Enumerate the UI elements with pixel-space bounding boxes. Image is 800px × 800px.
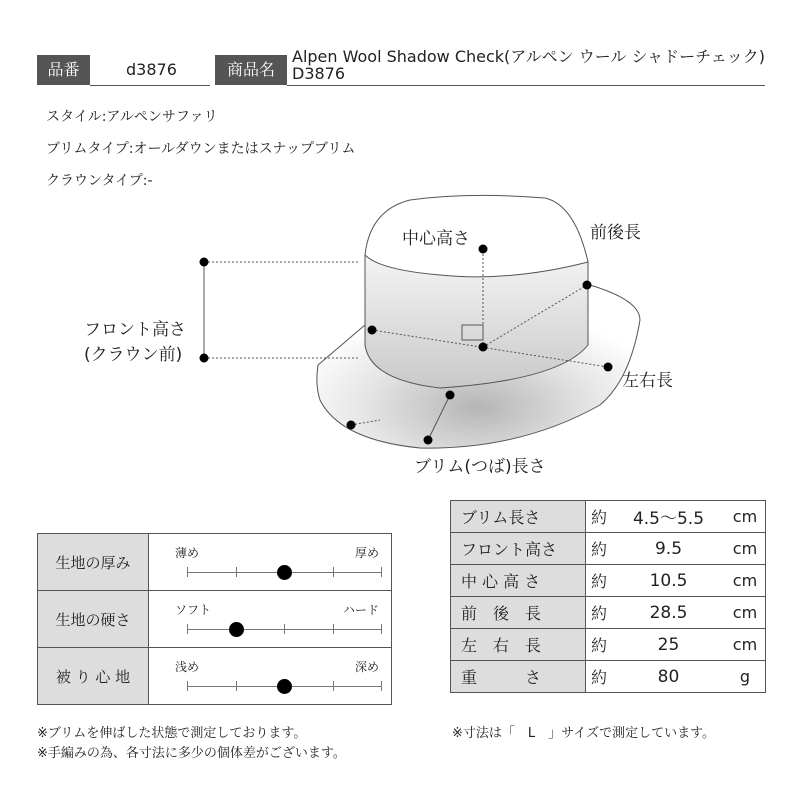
feel-row: [38, 591, 392, 648]
scale-tick: [333, 567, 334, 577]
feel-scale-cell: [149, 591, 392, 648]
scale-tick: [187, 681, 188, 691]
feel-table: [37, 533, 392, 705]
scale-tick: [333, 624, 334, 634]
scale-tick: [187, 624, 188, 634]
feel-label: 生地の厚み: [38, 534, 149, 591]
spec-label: ブリム長さ: [451, 501, 586, 533]
hat-crown-top: [365, 195, 588, 276]
spec-unit: cm: [725, 565, 766, 597]
feel-scale: [187, 629, 381, 630]
feel-level-dot: [277, 565, 292, 580]
feel-right-label: 厚め: [354, 546, 379, 560]
shohinmei-line1: Alpen Wool Shadow Check(アルペン ウール シャドーチェック): [292, 47, 765, 66]
point-brim-edge: [347, 421, 356, 430]
spec-unit: cm: [725, 597, 766, 629]
spec-label: フロント高さ: [451, 533, 586, 565]
feel-left-label: ソフト: [175, 603, 212, 617]
scale-tick: [284, 624, 285, 634]
spec-value: 28.5: [612, 597, 725, 629]
feel-scale: [187, 572, 381, 573]
spec-row: [451, 597, 766, 629]
spec-row: [451, 565, 766, 597]
spec-approx: 約: [586, 565, 613, 597]
point-brim-top: [446, 391, 455, 400]
feel-scale: [187, 686, 381, 687]
note-handmade: ※手編みの為、各寸法に多少の個体差がございます。: [37, 746, 346, 761]
front-height-label: フロント高さ: [84, 320, 186, 340]
scale-tick: [187, 567, 188, 577]
spec-table: [450, 500, 766, 693]
spec-row: [451, 533, 766, 565]
point-front: [368, 326, 377, 335]
feel-left-label: 薄め: [175, 546, 200, 560]
shohinmei-label: 商品名: [215, 55, 287, 85]
feel-scale-cell: [149, 648, 392, 705]
spec-label: 前 後 長: [451, 597, 586, 629]
point-brim-bottom: [424, 436, 433, 445]
style-attr: スタイル:アルペンサファリ: [46, 109, 218, 125]
spec-row: [451, 661, 766, 693]
brim-type-attr: ブリムタイプ:オールダウンまたはスナップブリム: [46, 141, 356, 157]
spec-approx: 約: [586, 661, 613, 693]
spec-approx: 約: [586, 533, 613, 565]
scale-tick: [381, 567, 382, 577]
point-back: [583, 281, 592, 290]
point-front-bottom: [200, 354, 209, 363]
note-brim: ※ブリムを伸ばした状態で測定しております。: [37, 726, 307, 741]
spec-unit: cm: [725, 533, 766, 565]
scale-tick: [381, 681, 382, 691]
feel-scale-cell: [149, 534, 392, 591]
point-center-top: [479, 245, 488, 254]
spec-value: 9.5: [612, 533, 725, 565]
shohinmei-line2: D3876: [292, 64, 346, 83]
scale-tick: [236, 567, 237, 577]
front-height-sub-label: (クラウン前): [84, 345, 183, 365]
note-size: ※寸法は「 L 」サイズで測定しています。: [452, 726, 716, 741]
feel-row: [38, 534, 392, 591]
spec-label: 重 さ: [451, 661, 586, 693]
feel-left-label: 浅め: [175, 660, 200, 674]
feel-level-dot: [277, 679, 292, 694]
left-right-label: 左右長: [622, 371, 673, 391]
spec-value: 25: [612, 629, 725, 661]
spec-approx: 約: [586, 629, 613, 661]
spec-value: 10.5: [612, 565, 725, 597]
spec-unit: cm: [725, 501, 766, 533]
feel-label: 被 り 心 地: [38, 648, 149, 705]
feel-level-dot: [229, 622, 244, 637]
feel-right-label: 深め: [354, 660, 379, 674]
feel-label: 生地の硬さ: [38, 591, 149, 648]
spec-row: [451, 501, 766, 533]
spec-label: 中 心 高 さ: [451, 565, 586, 597]
spec-label: 左 右 長: [451, 629, 586, 661]
scale-tick: [236, 681, 237, 691]
point-center: [479, 343, 488, 352]
feel-row: [38, 648, 392, 705]
spec-row: [451, 629, 766, 661]
brim-length-label: ブリム(つば)長さ: [414, 457, 546, 477]
crown-type-attr: クラウンタイプ:-: [46, 173, 153, 189]
feel-right-label: ハード: [342, 603, 379, 617]
spec-unit: cm: [725, 629, 766, 661]
scale-tick: [333, 681, 334, 691]
scale-tick: [381, 624, 382, 634]
center-height-label: 中心高さ: [402, 229, 470, 249]
point-front-top: [200, 258, 209, 267]
spec-approx: 約: [586, 597, 613, 629]
spec-unit: g: [725, 661, 766, 693]
spec-value: 80: [612, 661, 725, 693]
hinban-value: d3876: [126, 60, 177, 79]
hinban-label: 品番: [37, 55, 90, 85]
point-right: [604, 363, 613, 372]
spec-approx: 約: [586, 501, 613, 533]
spec-value: 4.5～5.5: [612, 501, 725, 533]
front-back-label: 前後長: [590, 223, 641, 243]
